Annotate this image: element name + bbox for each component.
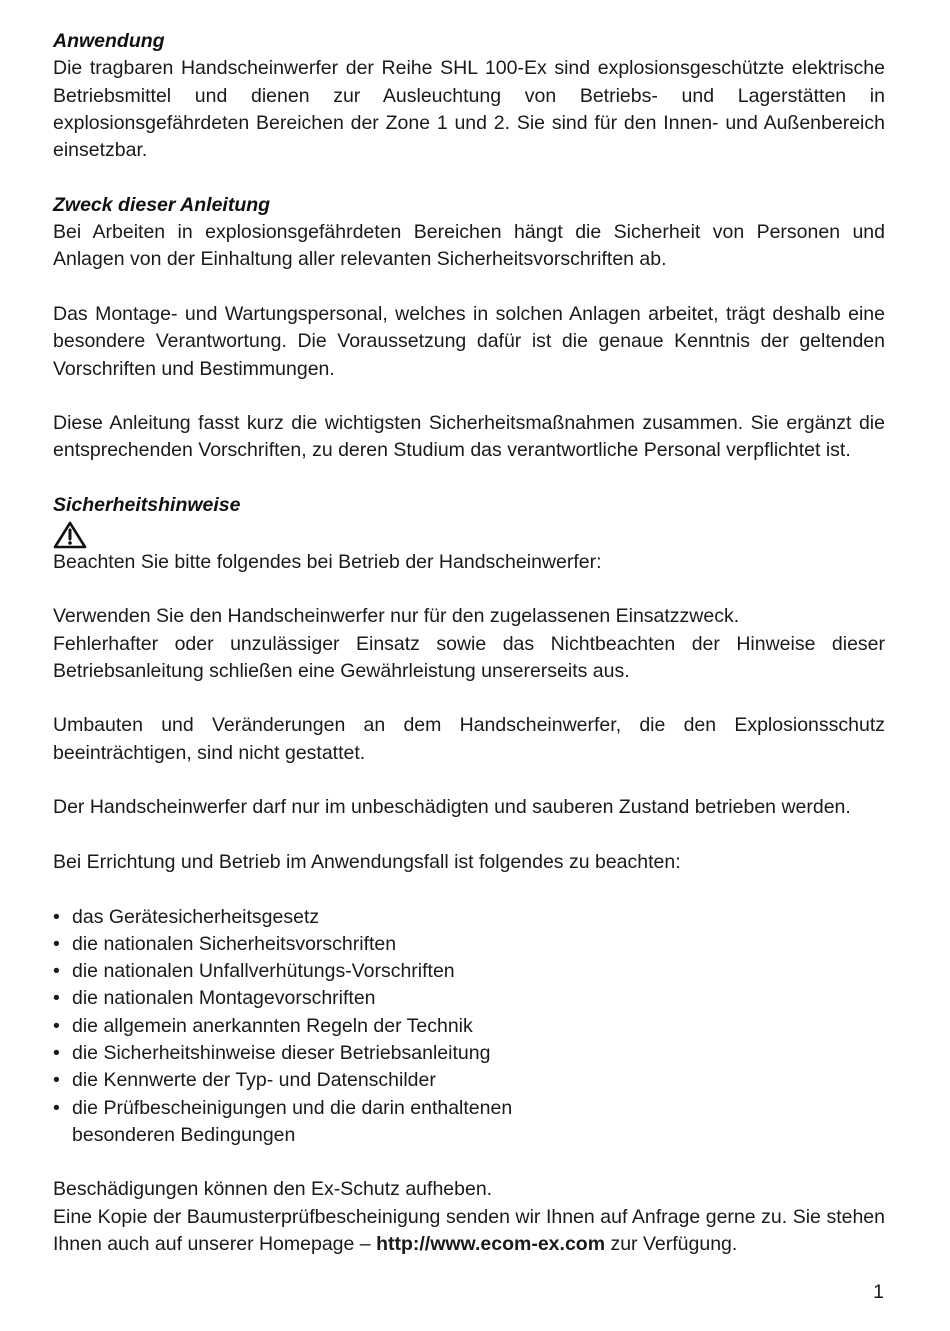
page-number: 1 <box>873 1281 884 1303</box>
paragraph-sicherheit-3: Umbauten und Veränderungen an dem Handscheinwerfer, die den Explosionsschutz beeinträchtigen, sind nicht gestattet. <box>53 714 885 764</box>
paragraph-sicherheit-5: Bei Errichtung und Betrieb im Anwendungsfall ist folgendes zu beachten: <box>53 850 681 873</box>
list-item: • die nationalen Sicherheitsvorschriften <box>53 932 397 955</box>
heading-zweck: Zweck dieser Anleitung <box>53 193 271 216</box>
list-item: • die Kennwerte der Typ- und Datenschilder <box>53 1069 436 1092</box>
spacer <box>53 383 885 410</box>
spacer <box>53 876 885 903</box>
spacer <box>53 274 885 301</box>
heading-anwendung: Anwendung <box>53 30 165 52</box>
spacer <box>53 576 885 603</box>
spacer <box>53 465 885 492</box>
paragraph-zweck-3: Diese Anleitung fasst kurz die wichtigsten Sicherheitsmaßnahmen zusammen. Sie ergänzt die entsprechenden Vorschriften, zu deren Studium das verantwortliche Personal verpflichtet ist. <box>53 412 885 462</box>
list-item: • die Prüfbescheinigungen und die darin enthaltenen besonderen Bedingungen <box>53 1096 513 1146</box>
spacer <box>53 767 885 794</box>
heading-sicherheitshinweise: Sicherheitshinweise <box>53 494 241 517</box>
paragraph-anwendung: Die tragbaren Handscheinwerfer der Reihe SHL 100-Ex sind explosionsgeschützte elektrische Betriebsmittel und dienen zur Ausleuchtung von Betriebs- und Lagerstätten in explosionsgefährdeten Bereichen der Zone 1 und 2. Sie sind für den Innen- und Außenbereich einsetzbar. <box>53 57 885 162</box>
list-item: • die nationalen Montagevorschriften <box>53 987 376 1010</box>
list-item: • das Gerätesicherheitsgesetz <box>53 905 320 928</box>
warning-triangle-icon <box>53 521 885 548</box>
spacer <box>53 164 885 191</box>
paragraph-zweck-2: Das Montage- und Wartungspersonal, welches in solchen Anlagen arbeitet, trägt deshalb eine besondere Verantwortung. Die Voraussetzung dafür ist die genaue Kenntnis der geltenden Vorschriften und Bestimmungen. <box>53 302 885 380</box>
spacer <box>53 822 885 849</box>
regulations-list <box>53 904 885 1150</box>
homepage-link[interactable]: http://www.ecom-ex.com <box>376 1233 606 1256</box>
document-page <box>53 28 885 1258</box>
paragraph-sicherheit-4: Der Handscheinwerfer darf nur im unbeschädigten und sauberen Zustand betrieben werden. <box>53 796 851 819</box>
paragraph-sicherheit-1: Beachten Sie bitte folgendes bei Betrieb der Handscheinwerfer: <box>53 550 602 573</box>
spacer <box>53 685 885 712</box>
paragraph-sicherheit-2b: Fehlerhafter oder unzulässiger Einsatz sowie das Nichtbeachten der Hinweise dieser Betriebsanleitung schließen eine Gewährleistung unsererseits aus. <box>53 632 885 682</box>
paragraph-sicherheit-2a: Verwenden Sie den Handscheinwerfer nur für den zugelassenen Einsatzzweck. <box>53 605 740 628</box>
spacer <box>53 1149 885 1176</box>
paragraph-sicherheit-6a: Beschädigungen können den Ex-Schutz aufheben. <box>53 1178 493 1201</box>
paragraph-sicherheit-6b: Eine Kopie der Baumusterprüfbescheinigung senden wir Ihnen auf Anfrage gerne zu. Sie stehen Ihnen auch auf unserer Homepage – http://www.ecom-ex.com zur Verfügung. <box>53 1205 885 1256</box>
paragraph-zweck-1: Bei Arbeiten in explosionsgefährdeten Bereichen hängt die Sicherheit von Personen und Anlagen von der Einhaltung aller relevanten Sicherheitsvorschriften ab. <box>53 221 885 271</box>
list-item: • die allgemein anerkannten Regeln der Technik <box>53 1014 473 1037</box>
list-item: • die nationalen Unfallverhütungs-Vorschriften <box>53 960 455 983</box>
list-item: • die Sicherheitshinweise dieser Betriebsanleitung <box>53 1041 491 1064</box>
